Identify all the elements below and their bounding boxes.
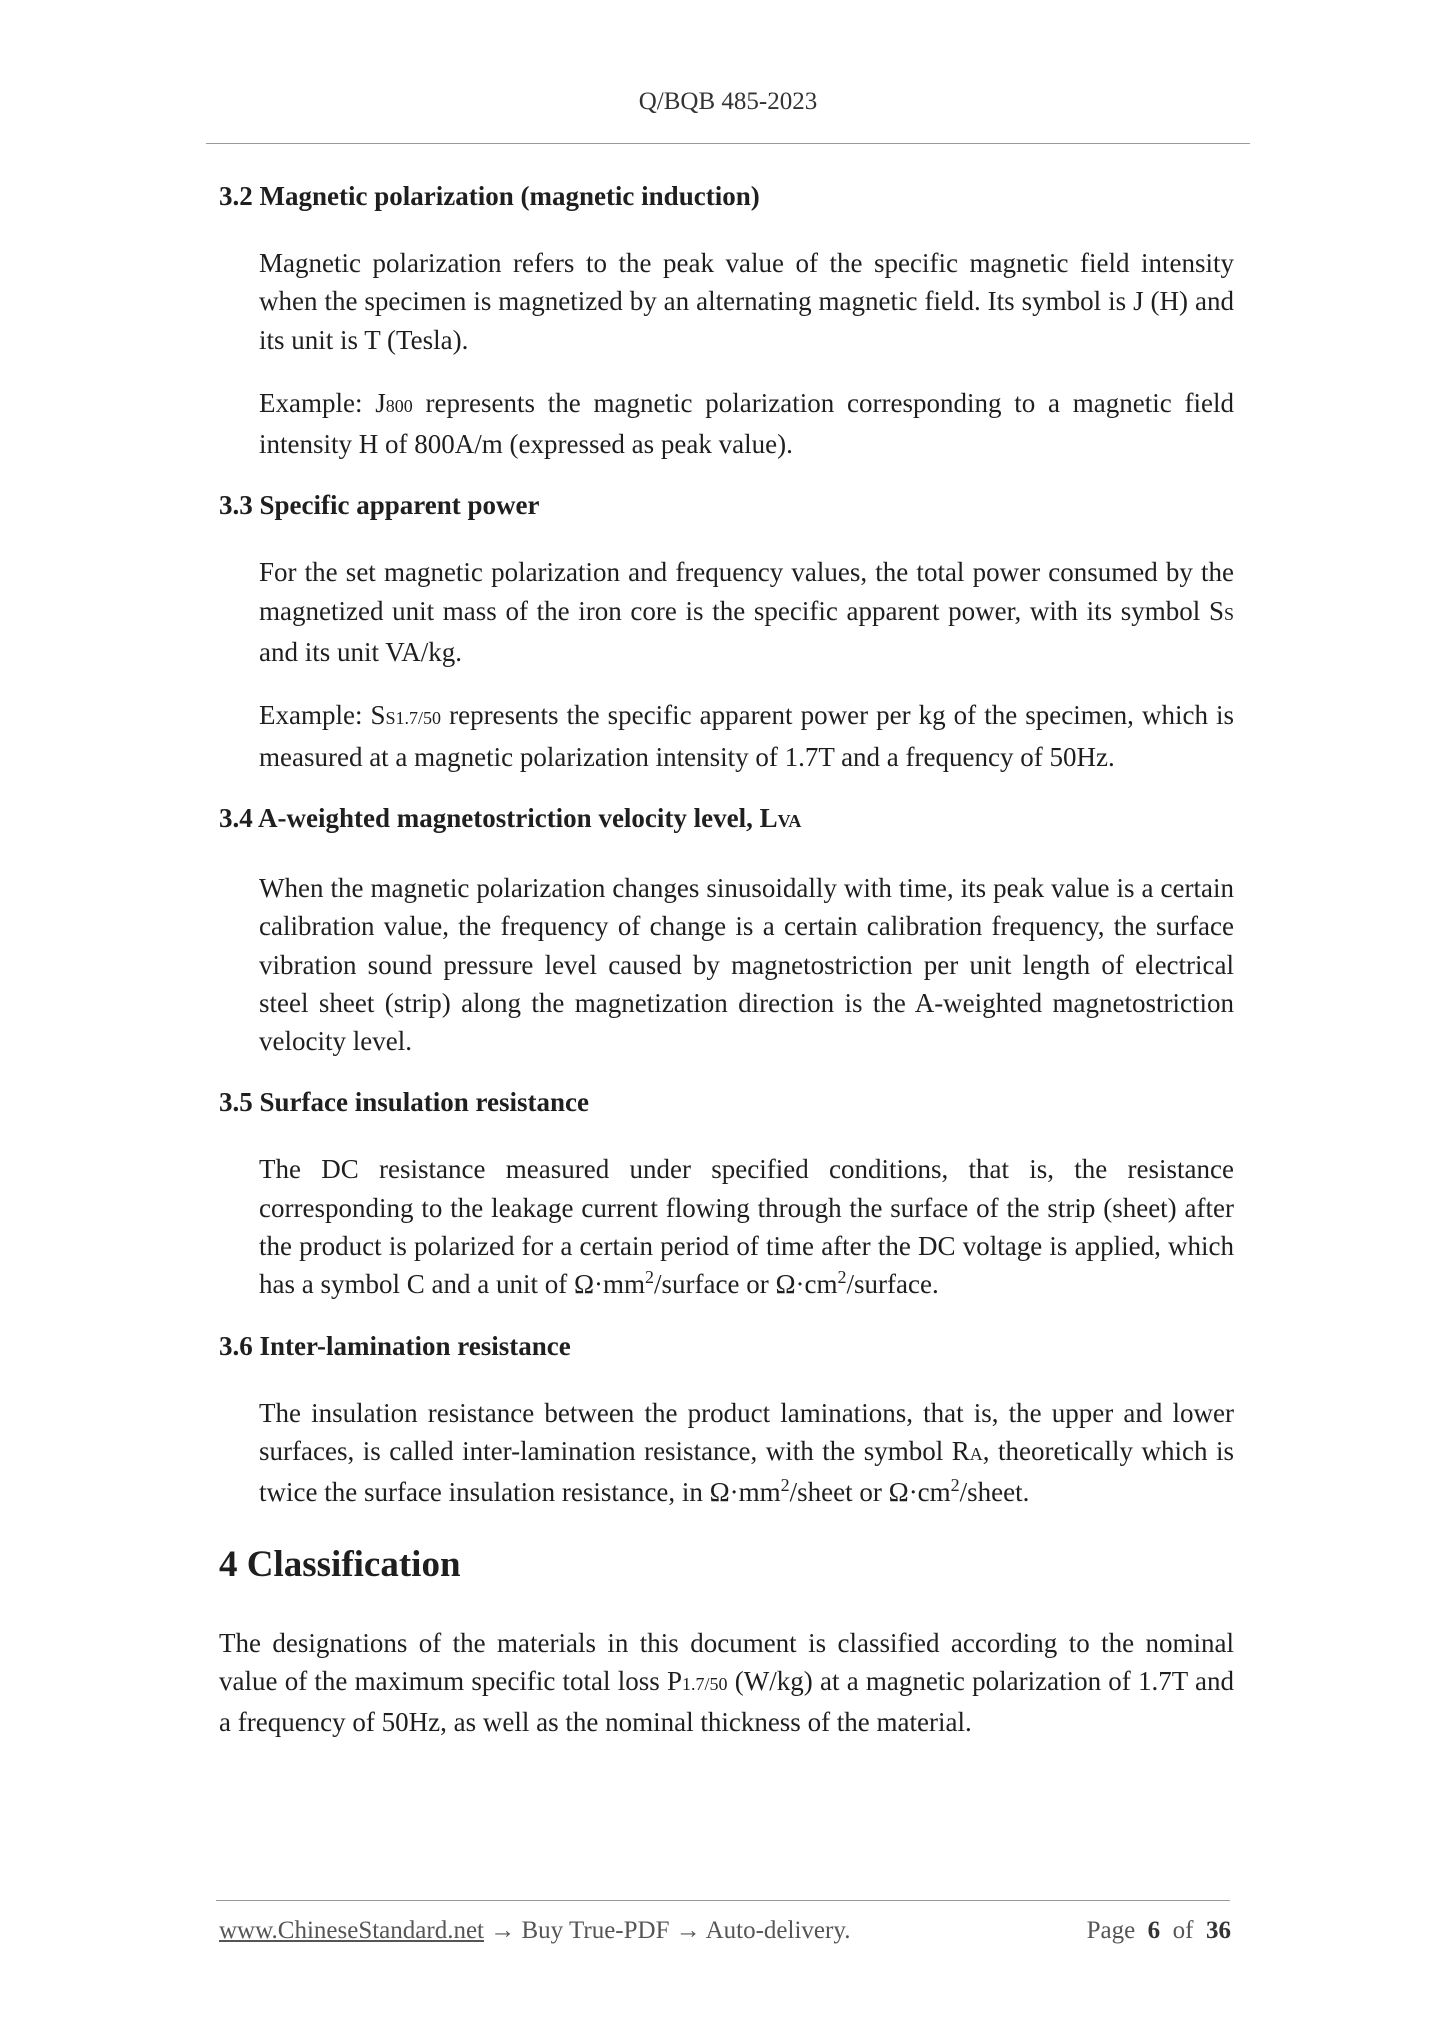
section-3-3-paragraph-2: Example: SS1.7/50 represents the specific apparent power per kg of the specimen, which is measured at a magnetic polarization intensity of 1.7T and a frequency of 50Hz.	[259, 700, 1235, 772]
current-page: 6	[1147, 1917, 1161, 1944]
section-3-3-heading: 3.3 Specific apparent power	[219, 490, 540, 521]
section-3-6-paragraph-1: The insulation resistance between the product laminations, that is, the upper and lower surfaces, is called inter-lamination resistance, with the symbol RA, theoretically which is twice the surface insulation resistance, in $\Omega\cdot mm^2$/sheet or $\Omega\cdot cm^2$/sheet.	[259, 1397, 1234, 1508]
subscript: A	[969, 1443, 983, 1464]
page-number: Page 6 of 36	[1086, 1917, 1231, 1944]
footer-divider	[216, 1900, 1230, 1901]
section-3-4-paragraph-1: When the magnetic polarization changes sinusoidally with time, its peak value is a certain calibration value, the frequency of change is a certain calibration frequency, the surface vibration sound pressure level caused by magnetostriction per unit length of electrical steel sheet (strip) along the magnetization direction is the A-weighted magnetostriction velocity level.	[259, 872, 1234, 1057]
section-3-4-heading: 3.4 A-weighted magnetostriction velocity level, LVA	[219, 802, 802, 833]
total-pages: 36	[1206, 1917, 1231, 1944]
section-4-heading: 4 Classification	[219, 1543, 461, 1585]
section-3-6-heading: 3.6 Inter-lamination resistance	[219, 1330, 571, 1361]
arrow-right-icon: →	[484, 1917, 522, 1944]
document-id-header: Q/BQB 485-2023	[638, 88, 818, 115]
arrow-right-icon: →	[669, 1917, 706, 1944]
subscript: 1.7/50	[682, 1673, 728, 1694]
delivery-text: Auto-delivery.	[705, 1917, 851, 1944]
subscript: S	[1223, 603, 1234, 624]
header-divider	[206, 143, 1250, 144]
subscript: 800	[385, 395, 413, 416]
section-4-paragraph-1: The designations of the materials in this document is classified according to the nominal value of the maximum specific total loss P1.7/50 (W/kg) at a magnetic polarization of 1.7T and a frequency of 50Hz, as well as the nominal thickness of the material.	[219, 1627, 1234, 1738]
page-footer	[219, 1917, 1231, 1957]
section-3-5-paragraph-1: The DC resistance measured under specified conditions, that is, the resistance corresponding to the leakage current flowing through the surface of the strip (sheet) after the product is polarized for a certain period of time after the DC voltage is applied, which has a symbol C and a unit of $\Omega\cdot mm^2$/surface or $\Omega\cdot cm^2$/surface.	[259, 1154, 1234, 1300]
section-3-3-paragraph-1: For the set magnetic polarization and frequency values, the total power consumed by the magnetized unit mass of the iron core is the specific apparent power, with its symbol SS and its unit VA/kg.	[259, 557, 1234, 668]
subscript: VA	[777, 810, 802, 831]
document-body	[219, 178, 1234, 1741]
website-link[interactable]: www.ChineseStandard.net	[219, 1917, 484, 1944]
section-3-5-heading: 3.5 Surface insulation resistance	[219, 1087, 589, 1118]
section-3-2-heading: 3.2 Magnetic polarization (magnetic induction)	[219, 181, 760, 211]
section-3-2-paragraph-1: Magnetic polarization refers to the peak value of the specific magnetic field intensity when the specimen is magnetized by an alternating magnetic field. Its symbol is J (H) and its unit is T (Tesla).	[259, 248, 1234, 355]
subscript: S1.7/50	[385, 708, 442, 729]
section-3-2-paragraph-2: Example: J800 represents the magnetic polarization corresponding to a magnetic field intensity H of 800A/m (expressed as peak value).	[259, 387, 1235, 460]
buy-text: Buy True-PDF	[521, 1917, 670, 1944]
footer-promo	[219, 1917, 850, 1945]
